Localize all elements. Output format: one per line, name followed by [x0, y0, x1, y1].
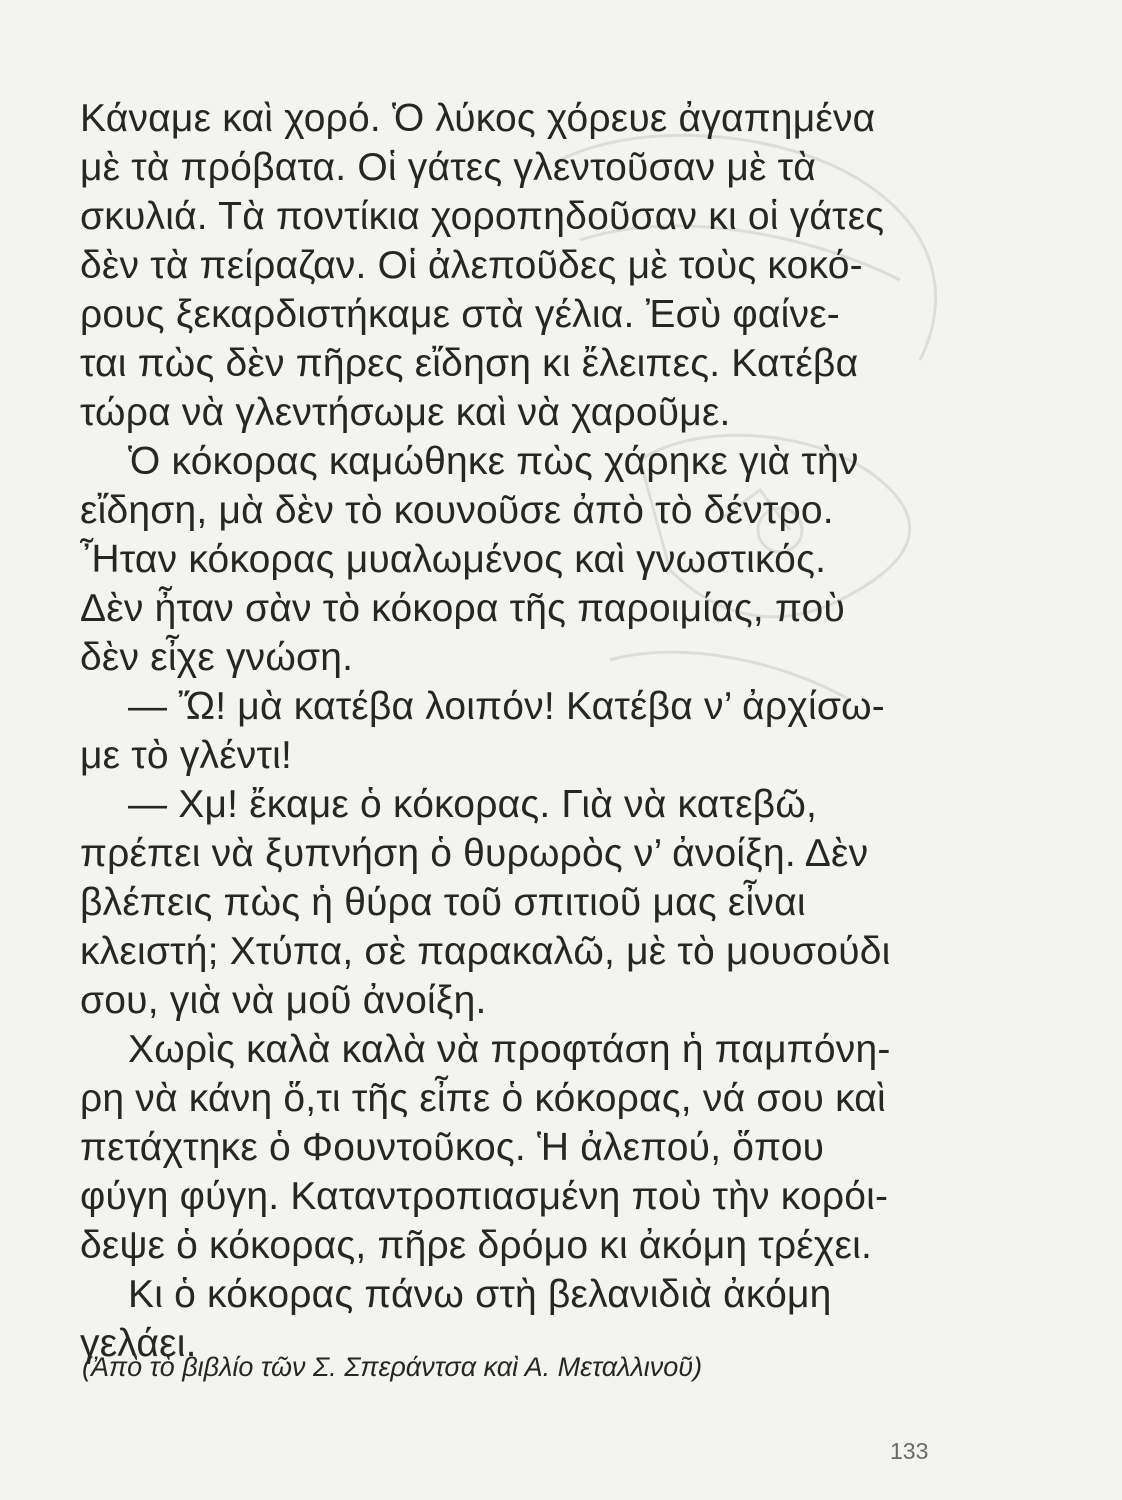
text-line: ρους ξεκαρδιστήκαμε στὰ γέλια. Ἐσὺ φαίνε- [80, 293, 840, 336]
text-line: Ὁ κόκορας καμώθηκε πὼς χάρηκε γιὰ τὴν [128, 440, 859, 483]
text-line: γελάει. [80, 1322, 197, 1365]
story-text [80, 94, 1080, 1368]
text-line: πετάχτηκε ὁ Φουντοῦκος. Ἡ ἀλεπού, ὅπου [80, 1126, 825, 1169]
text-line: σου, γιὰ νὰ μοῦ ἀνοίξη. [80, 979, 487, 1022]
text-line: — Ὤ! μὰ κατέβα λοιπόν! Κατέβα ν’ ἀρχίσω- [128, 685, 885, 728]
text-line: τώρα νὰ γλεντήσωμε καὶ νὰ χαροῦμε. [80, 391, 731, 434]
text-line: Δὲν ἦταν σὰν τὸ κόκορα τῆς παροιμίας, ποὺ [80, 587, 845, 630]
text-line: — Χμ! ἔκαμε ὁ κόκορας. Γιὰ νὰ κατεβῶ, [128, 783, 818, 826]
text-line: φύγη φύγη. Καταντροπιασμένη ποὺ τὴν κορόι- [80, 1175, 889, 1218]
text-line: ται πὼς δὲν πῆρες εἴδηση κι ἔλειπες. Κατέβα [80, 342, 859, 385]
page-number: 133 [890, 1438, 929, 1464]
text-line: Ἦταν κόκορας μυαλωμένος καὶ γνωστικός. [80, 538, 827, 581]
text-line: Κάναμε καὶ χορό. Ὁ λύκος χόρευε ἀγαπημένα [80, 97, 876, 140]
text-line: δὲν τὰ πείραζαν. Οἱ ἀλεποῦδες μὲ τοὺς κοκό- [80, 244, 863, 287]
text-line: εἴδηση, μὰ δὲν τὸ κουνοῦσε ἀπὸ τὸ δέντρο. [80, 489, 834, 532]
text-line: δεψε ὁ κόκορας, πῆρε δρόμο κι ἀκόμη τρέχει. [80, 1224, 873, 1267]
text-line: ρη νὰ κάνη ὅ,τι τῆς εἶπε ὁ κόκορας, νά σου καὶ [80, 1077, 886, 1120]
text-line: σκυλιά. Τὰ ποντίκια χοροπηδοῦσαν κι οἱ γάτες [80, 195, 885, 238]
text-line: Κι ὁ κόκορας πάνω στὴ βελανιδιὰ ἀκόμη [128, 1273, 832, 1316]
text-line: κλειστή; Χτύπα, σὲ παρακαλῶ, μὲ τὸ μουσούδι [80, 930, 891, 973]
text-line: Χωρὶς καλὰ καλὰ νὰ προφτάση ἡ παμπόνη- [128, 1028, 891, 1071]
text-line: πρέπει νὰ ξυπνήση ὁ θυρωρὸς ν’ ἀνοίξη. Δὲν [80, 832, 869, 875]
text-line: βλέπεις πὼς ἡ θύρα τοῦ σπιτιοῦ μας εἶναι [80, 881, 806, 924]
text-line: δὲν εἶχε γνώση. [80, 636, 354, 679]
text-line: μὲ τὰ πρόβατα. Οἱ γάτες γλεντοῦσαν μὲ τὰ [80, 146, 816, 189]
source-citation: (Ἀπὸ τὸ βιβλίο τῶν Σ. Σπεράντσα καὶ Α. Μεταλλινοῦ) [82, 1352, 703, 1382]
text-line: με τὸ γλέντι! [80, 734, 293, 777]
